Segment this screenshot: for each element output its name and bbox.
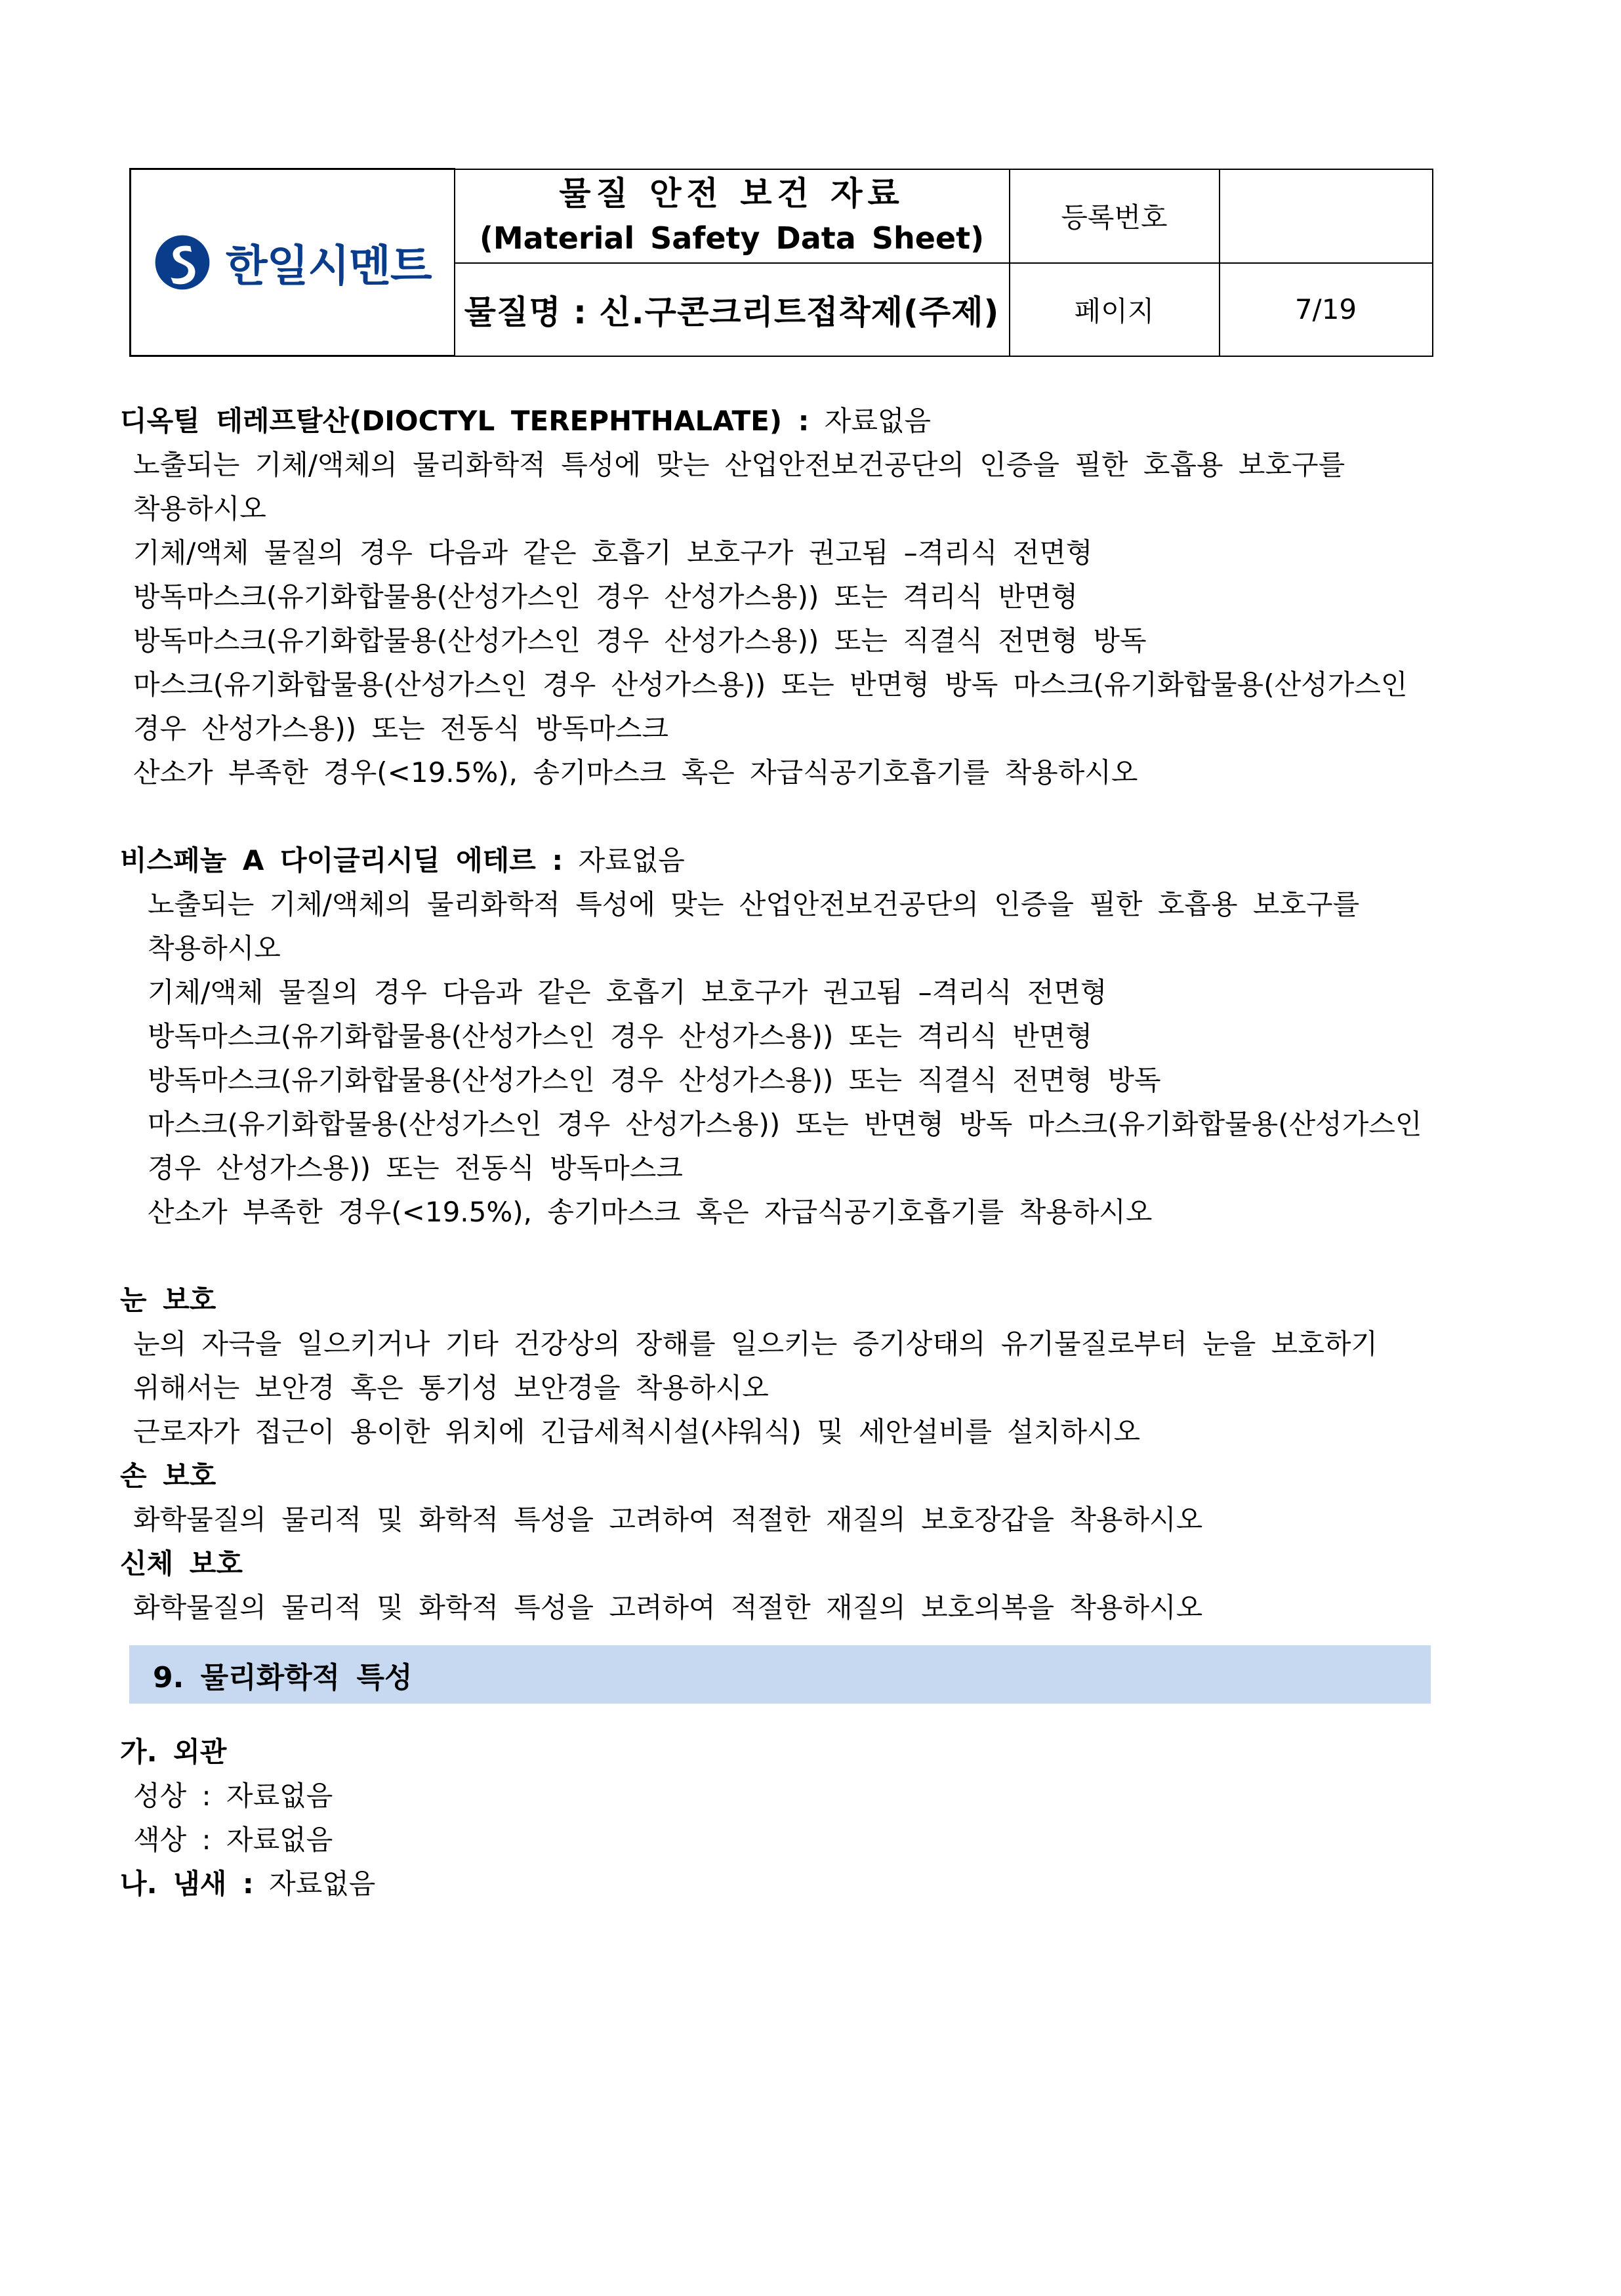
respiratory-block-bisphenol: [120, 838, 1439, 1234]
text-line: 눈의 자극을 일으키거나 기타 건강상의 장해를 일으키는 증기상태의 유기물질로부터 눈을 보호하기: [133, 1328, 1378, 1360]
company-logo: [154, 231, 432, 293]
section-9-header: [129, 1645, 1431, 1704]
document-body: [120, 399, 1439, 1906]
spacer: [120, 1234, 1439, 1278]
text-line: 산소가 부족한 경우(<19.5%), 송기마스크 혹은 자급식공기호흡기를 착용하시오: [148, 1196, 1153, 1228]
text-line: 마스크(유기화합물용(산성가스인 경우 산성가스용)) 또는 반면형 방독 마스크(유기화합물용(산성가스인: [148, 1108, 1422, 1140]
respiratory-heading: 디옥틸 테레프탈산(DIOCTYL TEREPHTHALATE) : 자료없음: [120, 405, 932, 437]
page-label-cell: [1010, 263, 1220, 356]
text-line: 화학물질의 물리적 및 화학적 특성을 고려하여 적절한 재질의 보호장갑을 착용하시오: [133, 1504, 1203, 1536]
text-line: 화학물질의 물리적 및 화학적 특성을 고려하여 적절한 재질의 보호의복을 착용하시오: [133, 1591, 1203, 1624]
body-protection-heading: 신체 보호: [120, 1548, 243, 1580]
text-line: 방독마스크(유기화합물용(산성가스인 경우 산성가스용)) 또는 격리식 반면형: [133, 581, 1078, 613]
reg-value-cell: [1220, 169, 1433, 263]
document-header-table: [129, 168, 1433, 357]
company-name: 한일시멘트: [225, 241, 432, 292]
hanil-logo-icon: [154, 234, 211, 291]
text-line: 노출되는 기체/액체의 물리화학적 특성에 맞는 산업안전보건공단의 인증을 필한 호흡용 보호구를: [148, 888, 1360, 920]
respiratory-heading: 비스페놀 A 다이글리시딜 에테르 : 자료없음: [120, 844, 685, 876]
section-9-title: 9. 물리화학적 특성: [153, 1660, 413, 1694]
text-line: 방독마스크(유기화합물용(산성가스인 경우 산성가스용)) 또는 직결식 전면형 방독: [133, 625, 1147, 657]
appearance-heading: 가. 외관: [120, 1736, 227, 1768]
odor-line: 나. 냄새 : 자료없음: [120, 1868, 376, 1900]
text-line: 경우 산성가스용)) 또는 전동식 방독마스크: [133, 712, 668, 745]
registration-number-label: 등록번호: [1061, 201, 1168, 234]
reg-label-cell: [1010, 169, 1220, 263]
substance-name: 물질명 : 신.구콘크리트접착제(주제): [464, 293, 1000, 331]
text-line: 착용하시오: [148, 932, 281, 964]
text-line: 경우 산성가스용)) 또는 전동식 방독마스크: [148, 1152, 683, 1184]
text-line: 방독마스크(유기화합물용(산성가스인 경우 산성가스용)) 또는 직결식 전면형 방독: [148, 1064, 1161, 1096]
doc-title-english: (Material Safety Data Sheet): [479, 220, 985, 256]
body-protection-block: [120, 1542, 1439, 1630]
text-line: 방독마스크(유기화합물용(산성가스인 경우 산성가스용)) 또는 격리식 반면형: [148, 1020, 1093, 1052]
text-line: 착용하시오: [133, 493, 266, 525]
doc-title-cell: [455, 169, 1010, 263]
text-line: 위해서는 보안경 혹은 통기성 보안경을 착용하시오: [133, 1372, 769, 1404]
appearance-block: [120, 1730, 1439, 1906]
hand-protection-heading: 손 보호: [120, 1460, 216, 1492]
doc-title-korean: 물질 안전 보건 자료: [559, 174, 905, 213]
logo-cell: [131, 169, 455, 356]
hand-protection-block: [120, 1454, 1439, 1542]
text-line: 기체/액체 물질의 경우 다음과 같은 호흡기 보호구가 권고됨 –격리식 전면형: [148, 976, 1107, 1008]
text-line: 근로자가 접근이 용이한 위치에 긴급세척시설(샤워식) 및 세안설비를 설치하시오: [133, 1416, 1141, 1448]
page-value-cell: [1220, 263, 1433, 356]
page-number: 7/19: [1294, 293, 1357, 325]
text-line: 노출되는 기체/액체의 물리화학적 특성에 맞는 산업안전보건공단의 인증을 필한 호흡용 보호구를: [133, 449, 1345, 481]
eye-protection-block: [120, 1278, 1439, 1454]
text-line: 기체/액체 물질의 경우 다음과 같은 호흡기 보호구가 권고됨 –격리식 전면형: [133, 537, 1093, 569]
eye-protection-heading: 눈 보호: [120, 1284, 216, 1316]
spacer: [120, 794, 1439, 838]
color-line: 색상 : 자료없음: [133, 1824, 333, 1856]
substance-cell: [455, 263, 1010, 356]
text-line: 산소가 부족한 경우(<19.5%), 송기마스크 혹은 자급식공기호흡기를 착용하시오: [133, 756, 1138, 789]
text-line: 마스크(유기화합물용(산성가스인 경우 산성가스용)) 또는 반면형 방독 마스크(유기화합물용(산성가스인: [133, 668, 1408, 701]
page-label: 페이지: [1074, 295, 1155, 327]
state-line: 성상 : 자료없음: [133, 1780, 333, 1812]
respiratory-block-dioctyl: [120, 399, 1439, 794]
